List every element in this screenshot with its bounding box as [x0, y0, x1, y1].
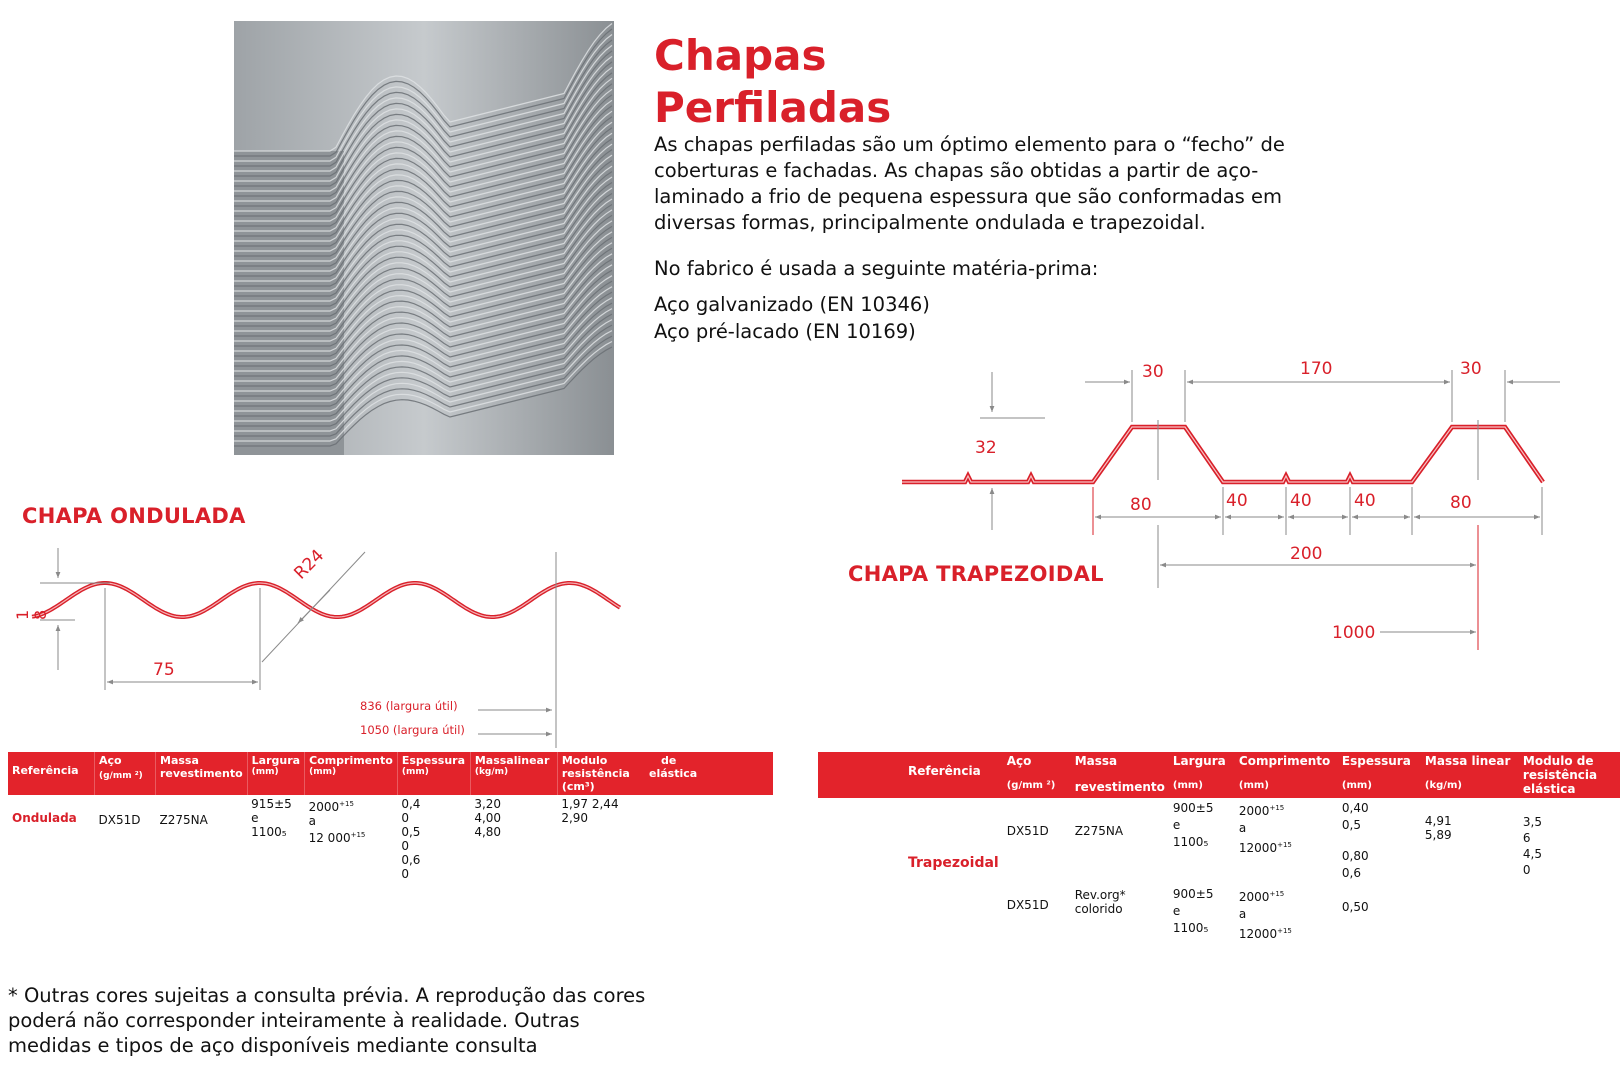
- header-massa-linear: Massa linear (kg/m): [1424, 754, 1511, 791]
- title-line-2: Perfiladas: [654, 83, 892, 132]
- cell-espessura: 0,50: [1341, 900, 1369, 914]
- useful-width-1050: 1050 (largura útil): [360, 723, 465, 737]
- ondulada-spec-table: [8, 752, 773, 883]
- footnote: * Outras cores sujeitas a consulta prévia. A reprodução das cores poderá não corresponder inteiramente à realidade. Outras medidas e tipos de aço disponíveis mediante consulta: [8, 984, 646, 1057]
- cell-comprimento: $2000^{+15}$ a $12000^{+15}$: [1238, 804, 1292, 855]
- cell-massa: Z275NA: [159, 813, 208, 827]
- corrugated-sheets-photo: [234, 21, 614, 455]
- cell-modulo: 3,5 6 4,5 0: [1522, 815, 1542, 877]
- table-row: [818, 798, 1620, 884]
- header-espessura: Espessura (mm): [1341, 754, 1411, 791]
- useful-width-label: 1000: [1332, 623, 1376, 643]
- useful-width-836: 836 (largura útil): [360, 699, 458, 713]
- bottom-label: 40: [1354, 491, 1376, 511]
- cell-aco: DX51D: [1006, 824, 1049, 838]
- material-item: Aço pré-lacado (EN 10169): [654, 320, 916, 343]
- cell-massa: Rev.org* colorido: [1074, 888, 1126, 916]
- radius-label: R24: [290, 545, 329, 584]
- header-modulo: Modulo de resistência elástica: [1522, 754, 1598, 796]
- title-line-1: Chapas: [654, 31, 827, 80]
- bottom-label: 40: [1226, 491, 1248, 511]
- bottom-label: 80: [1130, 495, 1152, 515]
- cell-massa-linear: 3,20 4,00 4,80: [474, 797, 502, 839]
- header-largura: Largura (mm): [1172, 754, 1226, 791]
- header-aco: Aço (g/mm ²): [1006, 754, 1056, 791]
- cell-modulo: [1519, 884, 1620, 945]
- header-aco: Aço (g/mm ²): [95, 752, 156, 795]
- header-referencia: Referência: [8, 752, 95, 795]
- top-mid-label: 170: [1300, 360, 1333, 379]
- height-label-1: 1: [13, 609, 32, 620]
- header-referencia: Referência: [908, 764, 981, 778]
- header-massa: Massa revestimento: [1074, 754, 1165, 794]
- trapezoidal-profile-drawing: [880, 360, 1580, 670]
- header-largura: Largura (mm): [247, 752, 304, 795]
- intro-paragraph: As chapas perfiladas são um óptimo elemento para o “fecho” de coberturas e fachadas. As chapas são obtidas a partir de aço-laminado a frio de pequena espessura que são conformadas em diversas formas, principalmente ondulada e trapezoidal.: [654, 133, 1285, 234]
- cell-espessura: 0,40 0,5 0,80 0,6: [1341, 801, 1369, 880]
- cell-modulo: 1,97 2,44 2,90: [561, 797, 619, 825]
- materia-prima-label: No fabrico é usada a seguinte matéria-prima:: [654, 257, 1099, 280]
- header-massa: Massa revestimento: [156, 752, 248, 795]
- cell-massa-linear: 4,91 5,89: [1424, 814, 1452, 842]
- header-comprimento: Comprimento (mm): [1238, 754, 1331, 791]
- trapezoidal-profile: [902, 427, 1543, 482]
- cell-comprimento: $2000^{+15}$ a $12000^{+15}$: [1238, 890, 1292, 941]
- pitch-label: 200: [1290, 544, 1323, 564]
- material-item: Aço galvanizado (EN 10346): [654, 293, 930, 316]
- header-comprimento: Comprimento (mm): [305, 752, 398, 795]
- header-modulo: Modulo de resistência elástica (cm³): [561, 754, 698, 793]
- cell-largura: 900±5 e 1100₅: [1172, 887, 1214, 935]
- ondulada-profile-drawing: [0, 520, 640, 750]
- dim-line: [298, 590, 330, 623]
- bottom-label: 80: [1450, 493, 1472, 513]
- cell-massa: Z275NA: [1074, 824, 1124, 838]
- cell-espessura: 0,4 0 0,5 0 0,6 0: [401, 797, 421, 881]
- height-label: 32: [975, 438, 997, 458]
- cell-largura: 900±5 e 1100₅: [1172, 801, 1214, 849]
- cell-largura: 915±5 e 1100₅: [251, 797, 292, 839]
- trapezoidal-spec-table: [818, 752, 1620, 945]
- cell-referencia: Ondulada: [12, 811, 77, 825]
- table-header-row: [818, 752, 1620, 798]
- table-row: [8, 795, 773, 883]
- cell-aco: DX51D: [1006, 898, 1049, 912]
- cell-aco: DX51D: [98, 813, 141, 827]
- pitch-label: 75: [153, 660, 175, 680]
- cell-referencia: Trapezoidal: [908, 855, 999, 871]
- table-header-row: [8, 752, 773, 795]
- bottom-label: 40: [1290, 491, 1312, 511]
- page-title: [654, 30, 891, 134]
- trapezoidal-section-title: CHAPA TRAPEZOIDAL: [848, 562, 1104, 586]
- cell-massa-linear: [1421, 884, 1519, 945]
- cell-comprimento: $2000^{+15}$ a 12 $000^{+15}$: [308, 800, 366, 845]
- ondulada-section-title: CHAPA ONDULADA: [22, 504, 246, 528]
- height-label-2: 8: [31, 609, 50, 620]
- header-massa-linear: Massalinear (kg/m): [470, 752, 557, 795]
- top-right-label: 30: [1460, 360, 1482, 379]
- header-espessura: Espessura (mm): [397, 752, 470, 795]
- top-left-label: 30: [1142, 362, 1164, 382]
